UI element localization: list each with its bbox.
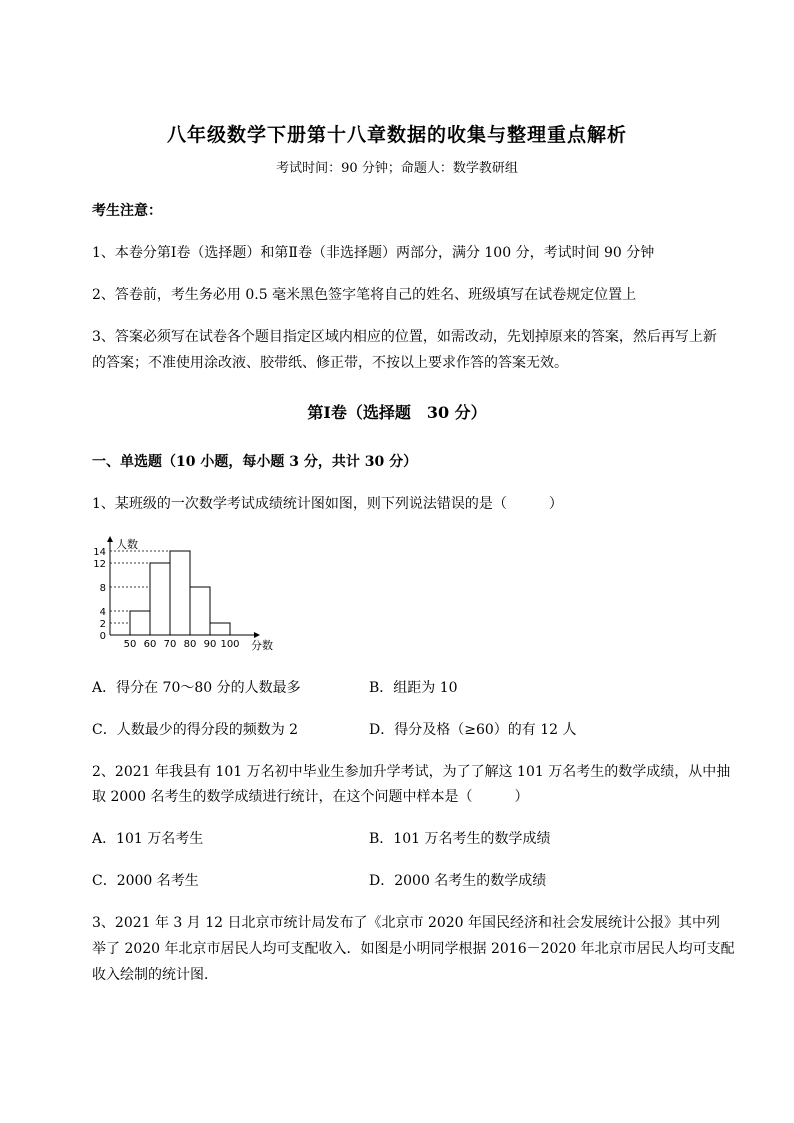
page-title: 八年级数学下册第十八章数据的收集与整理重点解析 [166,124,627,146]
q2-option-a: A．101 万名考生 [92,831,204,847]
x-tick-label: 70 [163,639,177,650]
q3-line-1: 3、2021 年 3 月 12 日北京市统计局发布了《北京市 2020 年国民经济和社会发展统计公报》其中列 [92,915,721,931]
q3-line-3: 收入绘制的统计图． [92,967,218,983]
chart-y-label: 人数 [116,538,138,551]
x-tick-label: 80 [183,639,197,650]
notice-item-1: 1、本卷分第Ⅰ卷（选择题）和第Ⅱ卷（非选择题）两部分，满分 100 分，考试时间 90 分钟 [92,245,655,261]
histogram-bar [170,551,190,635]
x-tick-label: 90 [203,639,217,650]
q1-stem: 1、某班级的一次数学考试成绩统计图如图，则下列说法错误的是（ ） [92,496,563,512]
notice-item-2: 2、答卷前，考生务必用 0.5 毫米黑色签字笔将自己的姓名、班级填写在试卷规定位置上 [92,287,637,303]
histogram-bar [150,563,170,635]
q1-option-d: D．得分及格（≥60）的有 12 人 [369,722,577,738]
y-tick-label: 12 [93,559,106,570]
x-tick-label: 100 [220,639,240,650]
notice-heading: 考生注意： [92,203,162,219]
q2-option-c: C．2000 名考生 [92,873,199,889]
y-axis-arrow [107,536,113,542]
q2-stem-line-2: 取 2000 名考生的数学成绩进行统计，在这个问题中样本是（ ） [92,789,529,805]
q1-histogram [88,533,288,653]
q3-line-2: 举了 2020 年北京市居民人均可支配收入．如图是小明同学根据 2016－2020 年北京市居民人均可支配 [92,941,735,957]
notice-item-3-line-2: 的答案；不准使用涂改液、胶带纸、修正带，不按以上要求作答的答案无效。 [92,355,568,371]
q2-option-d: D．2000 名考生的数学成绩 [369,873,547,889]
y-tick-label: 4 [99,607,106,618]
chart-bars [130,551,230,635]
q2-option-b: B．101 万名考生的数学成绩 [369,831,551,847]
part-heading: 一、单选题（10 小题，每小题 3 分，共计 30 分） [92,454,418,470]
q2-stem-line-1: 2、2021 年我县有 101 万名初中毕业生参加升学考试，为了了解这 101 万名考生的数学成绩，从中抽 [92,764,731,780]
y-tick-label: 2 [99,619,106,630]
notice-item-3-line-1: 3、答案必须写在试卷各个题目指定区域内相应的位置，如需改动，先划掉原来的答案，然后再写上新 [92,329,717,345]
q1-option-c: C．人数最少的得分段的频数为 2 [92,722,299,738]
y-tick-label: 14 [93,547,106,558]
section-title: 第Ⅰ卷（选择题 30 分） [307,403,487,422]
histogram-bar [190,587,210,635]
q1-option-a: A．得分在 70～80 分的人数最多 [92,680,301,696]
x-axis-arrow [254,632,260,638]
x-tick-label: 60 [143,639,157,650]
chart-x-ticks [124,639,240,650]
chart-y-ticks [93,547,106,642]
y-tick-label: 8 [99,583,106,594]
q1-option-b: B．组距为 10 [369,680,458,696]
chart-x-label: 分数 [251,639,273,652]
y-tick-label: 0 [99,631,106,642]
x-tick-label: 50 [123,639,137,650]
histogram-bar [210,623,230,635]
exam-info: 考试时间：90 分钟；命题人：数学教研组 [276,161,518,176]
histogram-bar [130,611,150,635]
